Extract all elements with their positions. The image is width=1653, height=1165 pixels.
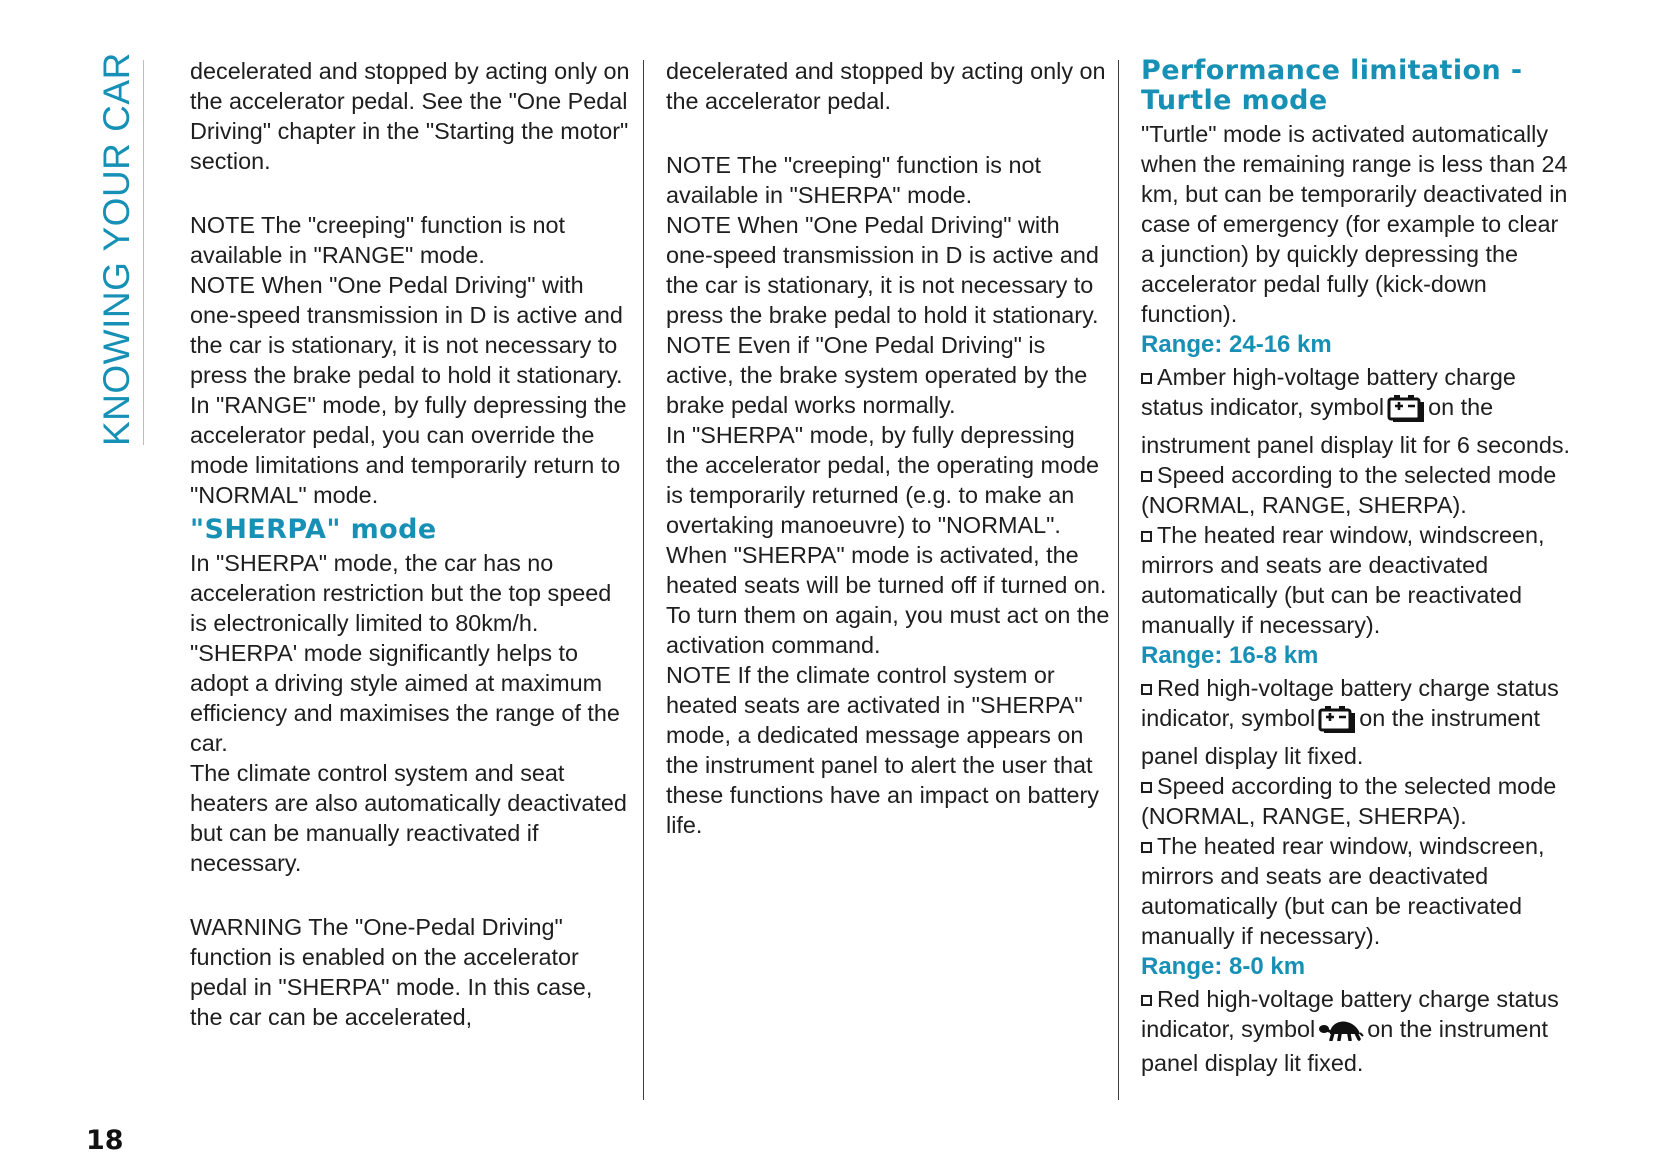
- section-heading: Performance limitation - Turtle mode: [1141, 55, 1523, 116]
- turtle-icon: [1318, 1018, 1364, 1048]
- paragraph: "Turtle" mode is activated automatically when the remaining range is less than 24 km, but can be temporarily deactivated in case of emergency (for example to clear a junction) by quickly depressing the accelerator pedal fully (kick-down function).: [1141, 121, 1568, 327]
- checkbox-bullet-icon: [1141, 995, 1152, 1006]
- paragraph: In "SHERPA" mode, by fully depressing the accelerator pedal, the operating mode is temporarily returned (e.g. to make an overtaking manoeuvre) to "NORMAL".: [666, 422, 1100, 538]
- paragraph: In "SHERPA" mode, the car has no acceleration restriction but the top speed is electronically limited to 80km/h. "SHERPA' mode significantly helps to adopt a driving style aimed at maximum efficiency and maximises the range of the car.: [190, 550, 620, 756]
- list-item: The heated rear window, windscreen, mirrors and seats are deactivated automatically (but can be reactivated manually if necessary).: [1141, 522, 1545, 638]
- range-heading: Range: 8-0 km: [1141, 953, 1306, 980]
- list-item: Red high-voltage battery charge status indicator, symbol on the instrument panel display lit fixed.: [1141, 986, 1559, 1076]
- column-divider: [643, 60, 644, 1100]
- column-1: [190, 56, 630, 1032]
- checkbox-bullet-icon: [1141, 842, 1152, 853]
- checkbox-bullet-icon: [1141, 782, 1152, 793]
- checkbox-bullet-icon: [1141, 531, 1152, 542]
- section-heading: "SHERPA" mode: [190, 514, 437, 545]
- note-paragraph: NOTE The "creeping" function is not available in "RANGE" mode.: [190, 212, 566, 268]
- note-paragraph: NOTE When "One Pedal Driving" with one-speed transmission in D is active and the car is stationary, it is not necessary to press the brake pedal to hold it stationary.: [190, 272, 623, 388]
- range-heading: Range: 24-16 km: [1141, 331, 1332, 358]
- section-title: KNOWING YOUR CAR: [96, 52, 137, 446]
- note-paragraph: NOTE Even if "One Pedal Driving" is active, the brake system operated by the brake pedal works normally.: [666, 332, 1088, 418]
- list-item: The heated rear window, windscreen, mirrors and seats are deactivated automatically (but can be reactivated manually if necessary).: [1141, 833, 1545, 949]
- battery-charge-icon: [1318, 704, 1356, 741]
- checkbox-bullet-icon: [1141, 684, 1152, 695]
- section-divider: [143, 60, 144, 445]
- checkbox-bullet-icon: [1141, 373, 1152, 384]
- paragraph: When "SHERPA" mode is activated, the heated seats will be turned off if turned on. To turn them on again, you must act on the activation command.: [666, 542, 1110, 658]
- list-item: Amber high-voltage battery charge status indicator, symbol on the instrument panel display lit for 6 seconds.: [1141, 364, 1571, 458]
- checkbox-bullet-icon: [1141, 471, 1152, 482]
- list-item: Speed according to the selected mode (NORMAL, RANGE, SHERPA).: [1141, 462, 1557, 518]
- note-paragraph: NOTE When "One Pedal Driving" with one-speed transmission in D is active and the car is stationary, it is not necessary to press the brake pedal to hold it stationary.: [666, 212, 1099, 328]
- paragraph: decelerated and stopped by acting only on the accelerator pedal. See the "One Pedal Driving" chapter in the "Starting the motor" section.: [190, 58, 630, 174]
- list-item: Speed according to the selected mode (NORMAL, RANGE, SHERPA).: [1141, 773, 1557, 829]
- battery-charge-icon: [1387, 393, 1425, 430]
- paragraph: In "RANGE" mode, by fully depressing the accelerator pedal, you can override the mode limitations and temporarily return to "NORMAL" mode.: [190, 392, 627, 508]
- paragraph: decelerated and stopped by acting only on the accelerator pedal.: [666, 58, 1106, 114]
- range-heading: Range: 16-8 km: [1141, 642, 1319, 669]
- column-2: [666, 56, 1111, 840]
- warning-paragraph: WARNING The "One-Pedal Driving" function is enabled on the accelerator pedal in "SHERPA" mode. In this case, the car can be accelerated,: [190, 914, 593, 1030]
- note-paragraph: NOTE If the climate control system or heated seats are activated in "SHERPA" mode, a dedicated message appears on the instrument panel to alert the user that these functions have an impact on battery life.: [666, 662, 1099, 838]
- paragraph: The climate control system and seat heaters are also automatically deactivated but can be manually reactivated if necessary.: [190, 760, 627, 876]
- column-3: [1141, 56, 1576, 1078]
- note-paragraph: NOTE The "creeping" function is not available in "SHERPA" mode.: [666, 152, 1042, 208]
- list-item: Red high-voltage battery charge status indicator, symbol on the instrument panel display lit fixed.: [1141, 675, 1559, 769]
- column-divider: [1118, 60, 1119, 1100]
- page-number: 18: [86, 1125, 124, 1156]
